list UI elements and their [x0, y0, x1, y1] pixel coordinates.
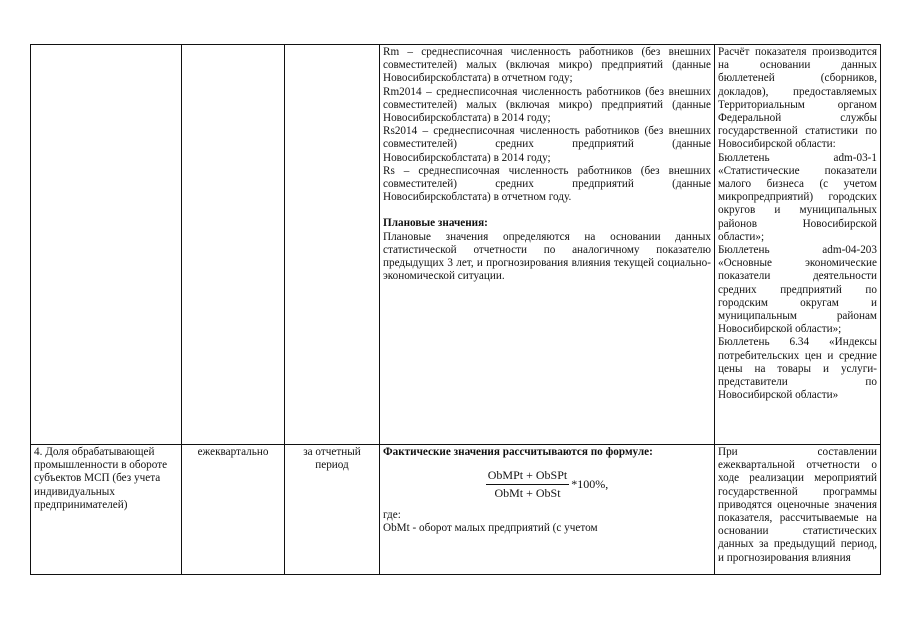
time-basis-cell: [285, 45, 380, 445]
periodicity-cell: [182, 45, 285, 445]
formula-fraction: [486, 469, 569, 500]
definition-rs2014: Rs2014 – среднесписочная численность работников (без внешних совместителей) средних предприятий (данные Новосибирскоблстата) в 2014 году;: [383, 125, 711, 164]
plan-text: Плановые значения определяются на основании данных статистической отчетности по аналогичному показателю предыдущих 3 лет, и прогнозирования влияния текущей социально-экономической ситуации.: [383, 230, 711, 283]
periodicity-cell: ежеквартально: [182, 445, 285, 575]
definition-obmt: ObMt - оборот малых предприятий (с учетом: [383, 521, 598, 534]
time-basis-cell: за отчетный период: [285, 445, 380, 575]
formula-multiplier: *100%,: [571, 477, 609, 492]
source-intro: Расчёт показателя производится на основании данных бюллетеней (сборников, докладов), предоставляемых Территориальным органом Федеральной службы государственной статистики по Новосибирской области:: [718, 46, 877, 151]
source-bulletin-6-34: Бюллетень 6.34 «Индексы потребительских цен и средние цены на товары и услуги-представители по Новосибирской области»: [718, 336, 877, 402]
formula: [383, 469, 711, 500]
indicator-cell: 4. Доля обрабатывающей промышленности в обороте субъектов МСП (без учета индивидуальных предпринимателей): [31, 445, 182, 575]
indicator-cell: [31, 45, 182, 445]
formula-denominator: ObMt + ObSt: [494, 486, 561, 501]
table-row: [31, 445, 881, 575]
source-bulletin-adm-04-203: Бюллетень adm-04-203 «Основные экономические показатели деятельности средних предприятий по городским округам и муниципальным районам Новосибирской области»;: [718, 244, 877, 336]
formula-cell: [380, 445, 715, 575]
formula-numerator: ObMPt + ObSPt: [486, 469, 569, 485]
methodology-table: [30, 44, 881, 575]
definition-rs: Rs – среднесписочная численность работников (без внешних совместителей) средних предприятий (данные Новосибирскоблстата) в отчетном году.: [383, 164, 711, 204]
plan-heading: Плановые значения:: [383, 217, 488, 230]
formula-cell: [380, 45, 715, 445]
definition-rm2014: Rm2014 – среднесписочная численность работников (без внешних совместителей) малых (включая микро) предприятий (данные Новосибирскоблстата) в 2014 году;: [383, 85, 711, 125]
definition-rm: Rm – среднесписочная численность работников (без внешних совместителей) малых (включая микро) предприятий (данные Новосибирскоблстата) в отчетном году;: [383, 46, 711, 85]
table-row: [31, 45, 881, 445]
source-cell: [715, 45, 881, 445]
source-cell: При составлении ежеквартальной отчетности о ходе реализации мероприятий государственной программы приводятся оценочные значения показателя, рассчитываемые на основании статистических данных за предыдущий период, и прогнозирования влияния: [715, 445, 881, 575]
source-bulletin-adm-03-1: Бюллетень adm-03-1 «Статистические показатели малого бизнеса (с учетом микропредприятий) городских округов и муниципальных районов Новосибирской области»;: [718, 151, 877, 243]
where-label: где:: [383, 508, 401, 521]
fact-heading: Фактические значения рассчитываются по формуле:: [383, 446, 653, 458]
